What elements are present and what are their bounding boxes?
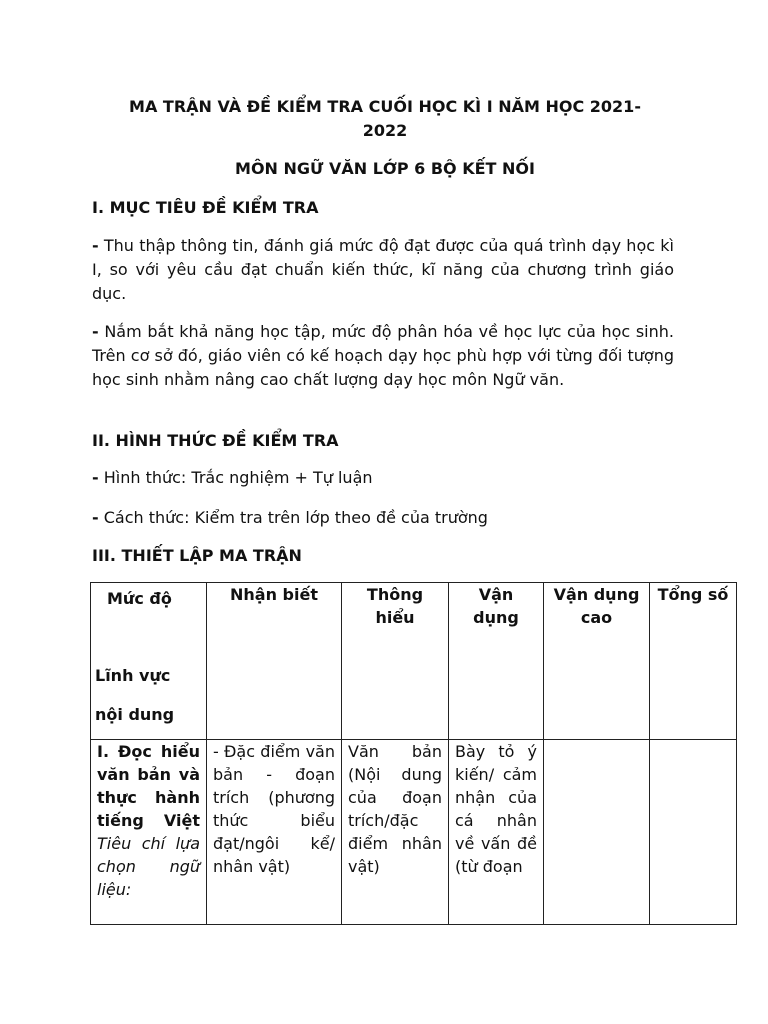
cell-van-dung-cao: [544, 740, 650, 925]
matrix-table: [90, 582, 737, 925]
corner-label-domain: Lĩnh vực: [95, 666, 171, 685]
header-nhan-biet: Nhận biết: [207, 583, 342, 740]
section-1-bullet-1-text: Thu thập thông tin, đánh giá mức độ đạt được của quá trình dạy học kì I, so với yêu cầu đạt chuẩn kiến thức, kĩ năng của chương trình giáo dục.: [92, 236, 674, 303]
document-title: [100, 95, 670, 143]
section-1-bullet-2: [92, 320, 674, 392]
cell-van-dung: Bày tỏ ý kiến/ cảm nhận của cá nhân về vấn đề (từ đoạn: [449, 740, 544, 925]
section-1-bullet-2-text: Nắm bắt khả năng học tập, mức độ phân hóa về học lực của học sinh. Trên cơ sở đó, giáo viên có kế hoạch dạy học phù hợp với từng đối tượng học sinh nhằm nâng cao chất lượng dạy học môn Ngữ văn.: [92, 322, 674, 389]
cell-thong-hieu: Văn bản (Nội dung của đoạn trích/đặc điểm nhân vật): [342, 740, 449, 925]
table-row: [91, 740, 737, 925]
row-domain-criteria: Tiêu chí lựa chọn ngữ liệu:: [97, 834, 200, 899]
cell-tong-so: [650, 740, 737, 925]
table-corner-cell: [91, 583, 207, 740]
section-2-bullet-2: [92, 506, 674, 530]
bullet-dash: -: [92, 468, 99, 487]
corner-label-content: nội dung: [95, 705, 175, 724]
section-2-heading: II. HÌNH THỨC ĐỀ KIỂM TRA: [92, 431, 339, 450]
section-2-bullet-1: [92, 466, 674, 490]
header-thong-hieu: Thông hiểu: [342, 583, 449, 740]
header-van-dung-cao: Vận dụng cao: [544, 583, 650, 740]
bullet-dash: -: [92, 236, 99, 255]
header-tong-so: Tổng số: [650, 583, 737, 740]
section-1-heading: I. MỤC TIÊU ĐỀ KIỂM TRA: [92, 198, 319, 217]
bullet-dash: -: [92, 508, 99, 527]
title-line-2: 2022: [362, 121, 408, 140]
section-2-bullet-1-text: Hình thức: Trắc nghiệm + Tự luận: [103, 468, 373, 487]
bullet-dash: -: [92, 322, 99, 341]
row-domain-title: I. Đọc hiểu văn bản và thực hành tiếng Việt: [97, 742, 200, 830]
section-1-bullet-1: [92, 234, 674, 306]
title-line-1: MA TRẬN VÀ ĐỀ KIỂM TRA CUỐI HỌC KÌ I NĂM HỌC 2021-: [129, 97, 641, 116]
row-domain-cell: [91, 740, 207, 925]
document-subtitle: MÔN NGỮ VĂN LỚP 6 BỘ KẾT NỐI: [235, 159, 535, 178]
table-header-row: [91, 583, 737, 740]
section-2-bullet-2-text: Cách thức: Kiểm tra trên lớp theo đề của trường: [103, 508, 488, 527]
header-van-dung: Vận dụng: [449, 583, 544, 740]
cell-nhan-biet: - Đặc điểm văn bản - đoạn trích (phương thức biểu đạt/ngôi kể/ nhân vật): [207, 740, 342, 925]
section-3-heading: III. THIẾT LẬP MA TRẬN: [92, 546, 302, 565]
corner-label-level: Mức độ: [107, 589, 172, 608]
